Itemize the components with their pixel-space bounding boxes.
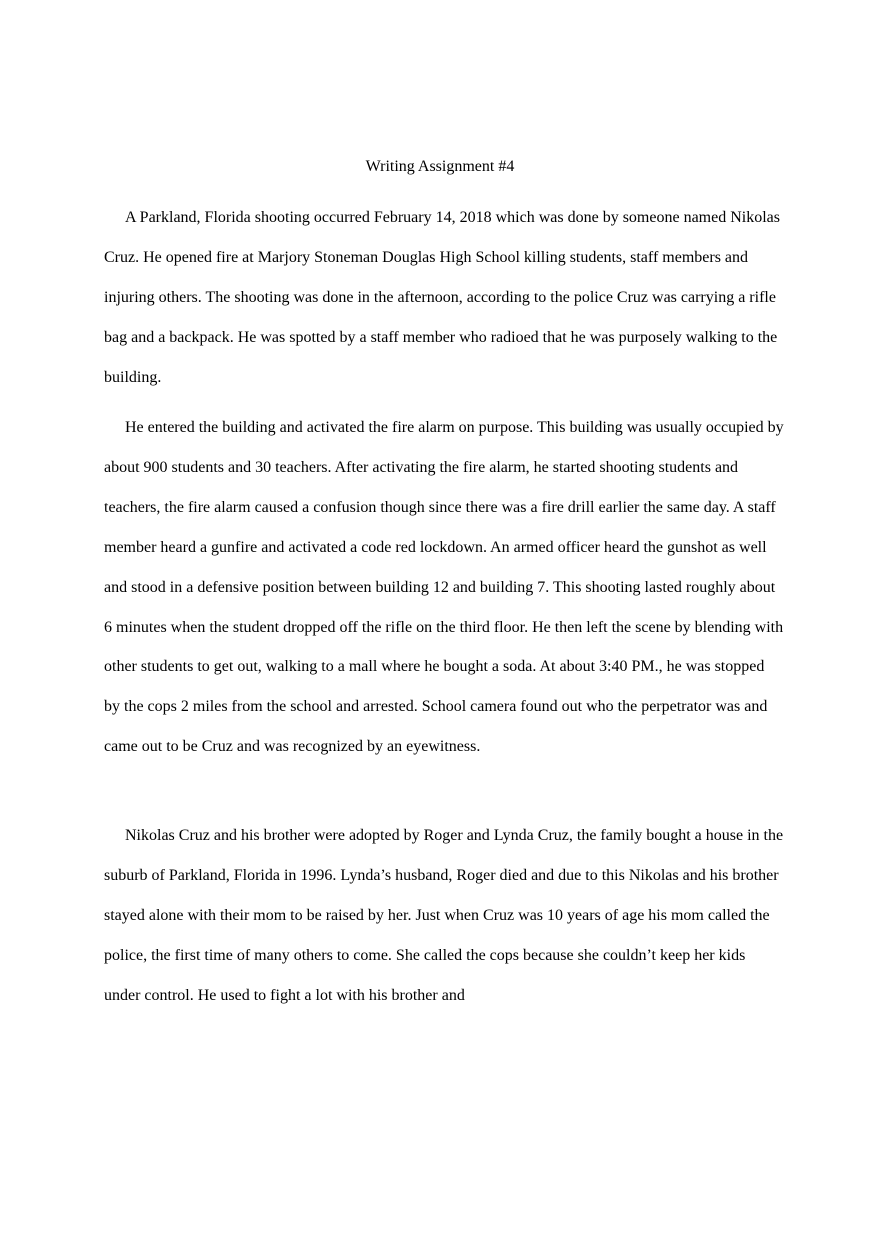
- document-title: Writing Assignment #4: [365, 158, 515, 175]
- paragraph-2: He entered the building and activated the fire alarm on purpose. This building was usually occupied by about 900 students and 30 teachers. After activating the fire alarm, he started shooting students and teachers, the fire alarm caused a confusion though since there was a fire drill earlier the same day. A staff member heard a gunfire and activated a code red lockdown. An armed officer heard the gunshot as well and stood in a defensive position between building 12 and building 7. This shooting lasted roughly about 6 minutes when the student dropped off the rifle on the third floor. He then left the scene by blending with other students to get out, walking to a mall where he bought a soda. At about 3:40 PM., he was stopped by the cops 2 miles from the school and arrested. School camera found out who the perpetrator was and came out to be Cruz and was recognized by an eyewitness.: [104, 419, 784, 756]
- paragraph-3: Nikolas Cruz and his brother were adopted by Roger and Lynda Cruz, the family bought a house in the suburb of Parkland, Florida in 1996. Lynda’s husband, Roger died and due to this Nikolas and his brother stayed alone with their mom to be raised by her. Just when Cruz was 10 years of age his mom called the police, the first time of many others to come. She called the cops because she couldn’t keep her kids under control. He used to fight a lot with his brother and: [104, 827, 784, 1004]
- paragraph-1: A Parkland, Florida shooting occurred February 14, 2018 which was done by someone named Nikolas Cruz. He opened fire at Marjory Stoneman Douglas High School killing students, staff members and injuring others. The shooting was done in the afternoon, according to the police Cruz was carrying a rifle bag and a backpack. He was spotted by a staff member who radioed that he was purposely walking to the building.: [104, 209, 780, 386]
